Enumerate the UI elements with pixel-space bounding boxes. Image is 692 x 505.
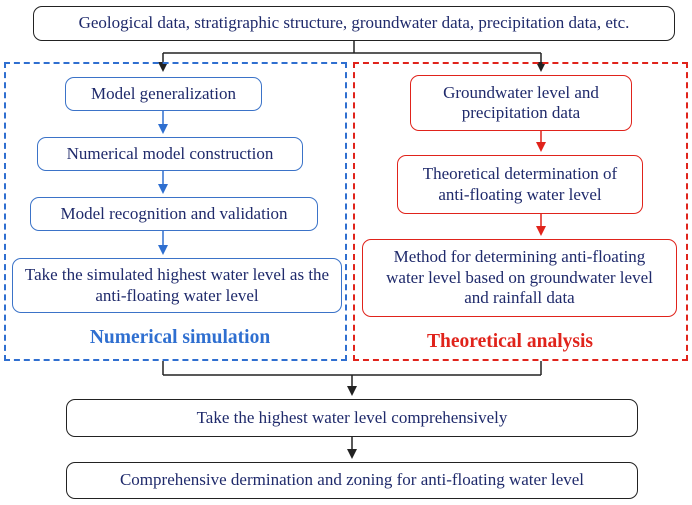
step-simulated-highest-level: Take the simulated highest water level as the anti-floating water level [12, 258, 342, 313]
step-groundwater-precipitation: Groundwater level and precipitation data [410, 75, 632, 131]
theoretical-analysis-label: Theoretical analysis [427, 331, 593, 352]
step-model-generalization: Model generalization [65, 77, 262, 111]
top-data-text: Geological data, stratigraphic structure, groundwater data, precipitation data, etc. [78, 13, 630, 33]
top-data-box [33, 6, 675, 41]
highest-water-level-box: Take the highest water level comprehensively [66, 399, 638, 437]
step-method-determining: Method for determining anti-floating water level based on groundwater level and rainfall data [362, 239, 677, 317]
final-zoning-box: Comprehensive dermination and zoning for anti-floating water level [66, 462, 638, 499]
step-numerical-model-construction: Numerical model construction [37, 137, 303, 171]
numerical-simulation-label: Numerical simulation [89, 327, 271, 348]
step-theoretical-determination: Theoretical determination of anti-floating water level [397, 155, 643, 214]
step-model-recognition: Model recognition and validation [30, 197, 318, 231]
